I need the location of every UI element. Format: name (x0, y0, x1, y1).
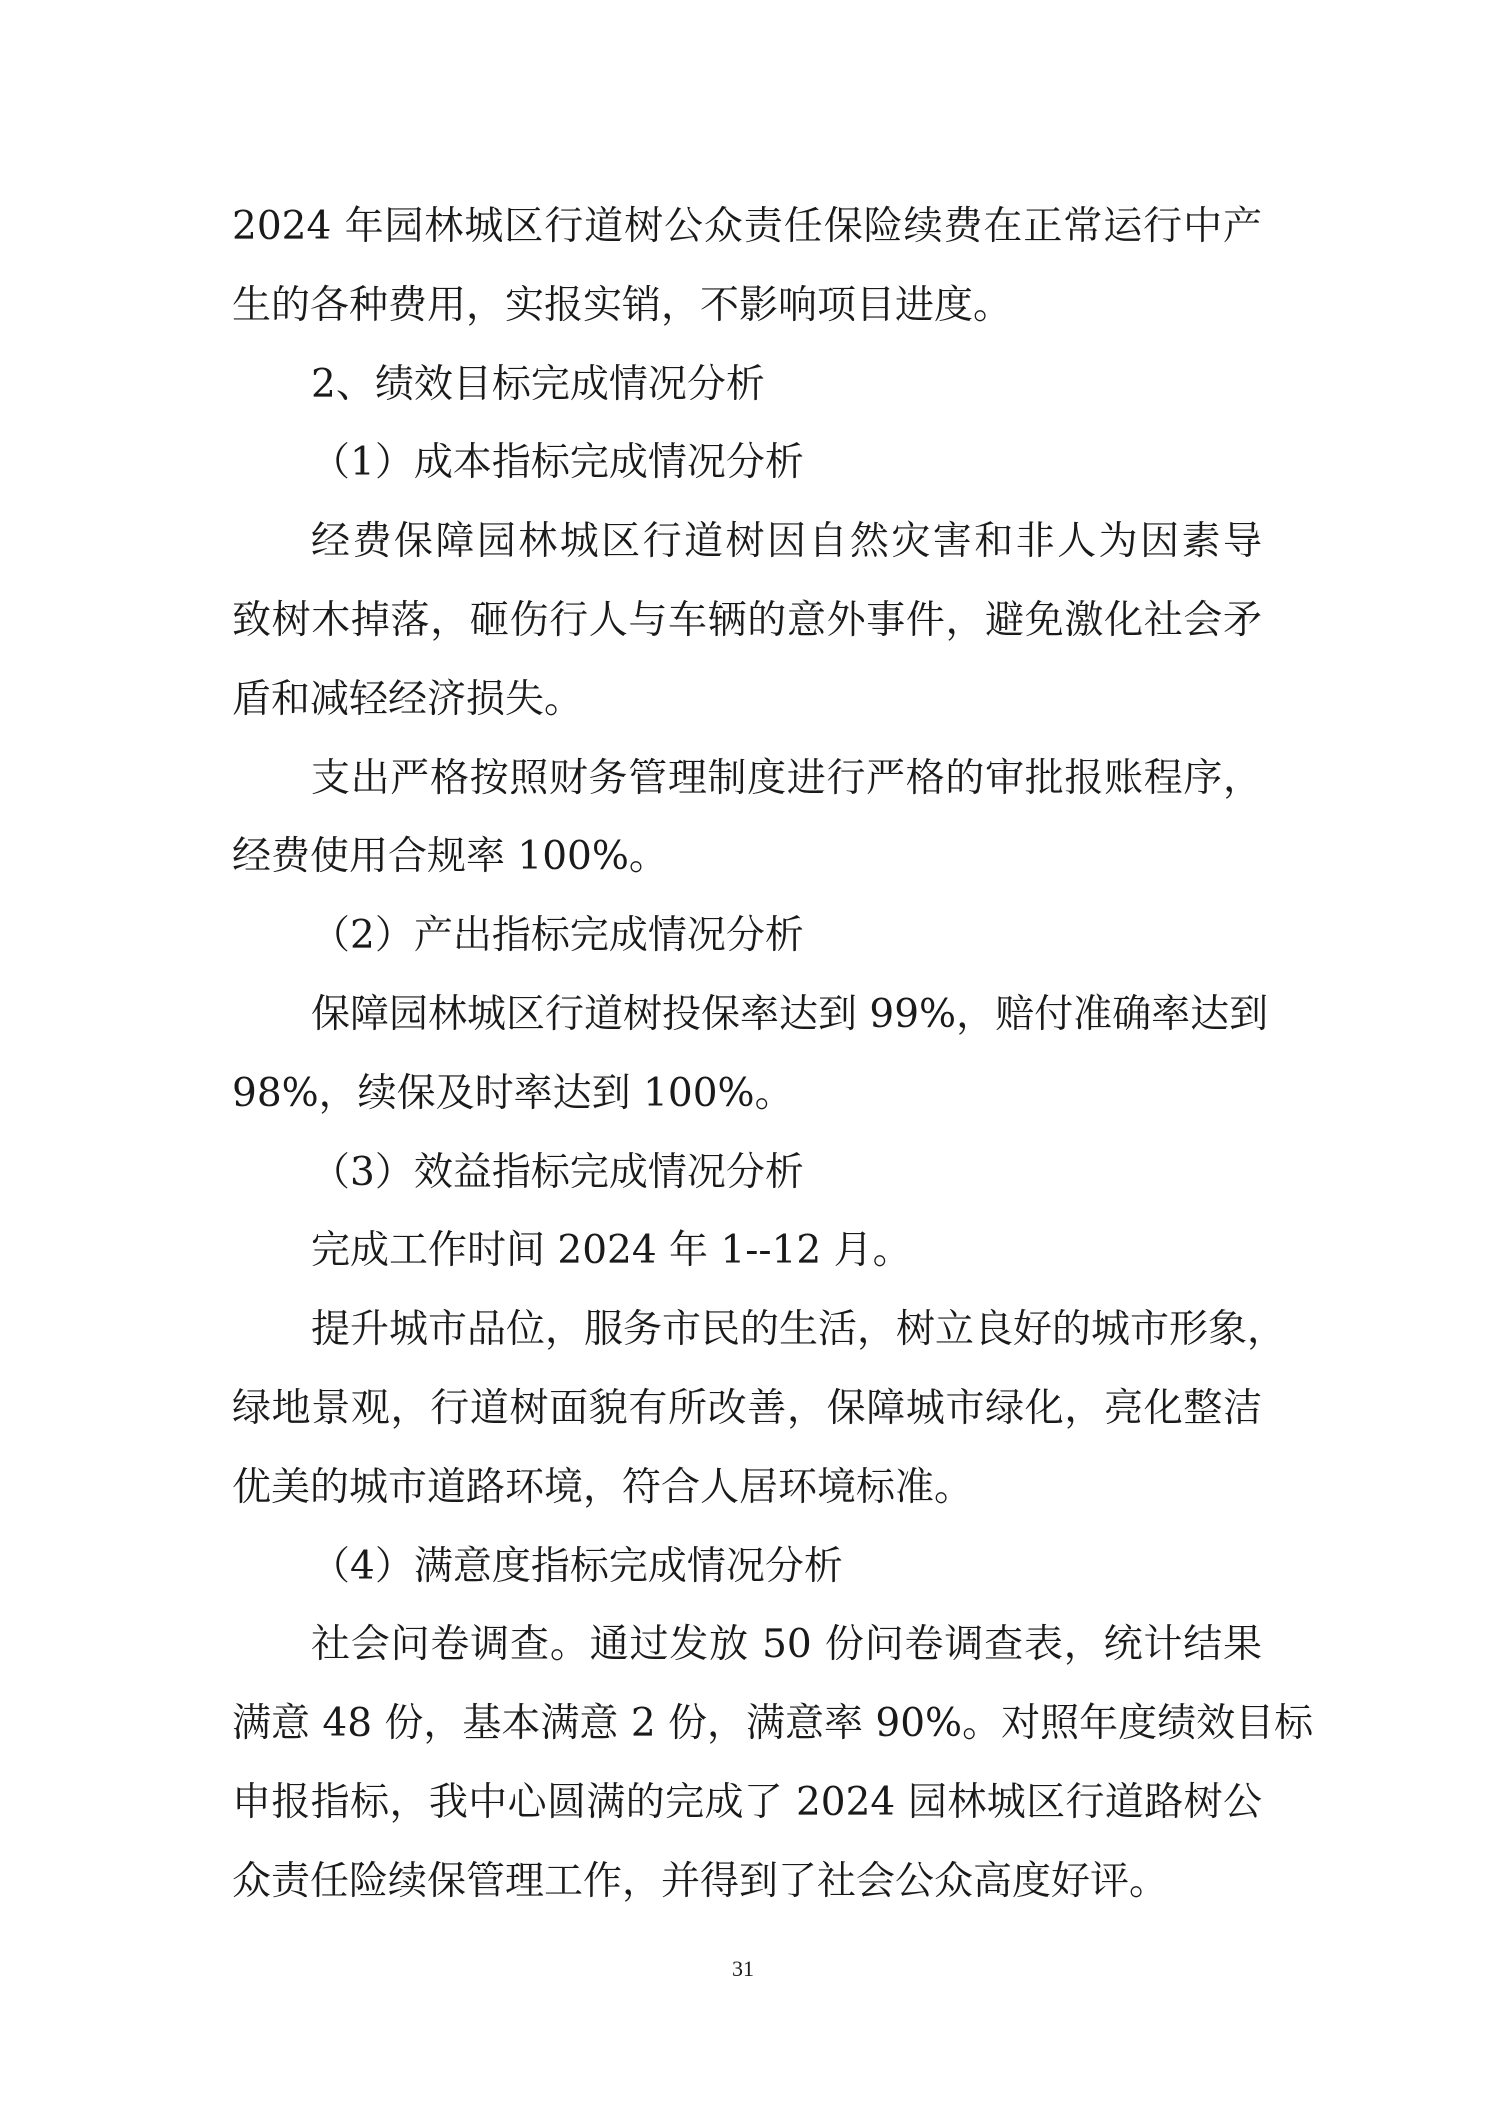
subsection-heading: （4）满意度指标完成情况分析 (311, 1543, 843, 1589)
body-line: 生的各种费用，实报实销，不影响项目进度。 (232, 282, 1013, 328)
body-line: 满意 48 份，基本满意 2 份，满意率 90%。对照年度绩效目标 (232, 1701, 1314, 1747)
body-line: 提升城市品位，服务市民的生活，树立良好的城市形象， (311, 1307, 1287, 1353)
subsection-heading: （2）产出指标完成情况分析 (311, 913, 804, 959)
body-line: 完成工作时间 2024 年 1--12 月。 (311, 1228, 912, 1274)
body-line: 经费保障园林城区行道树因自然灾害和非人为因素导 (311, 519, 1262, 565)
page-number: 31 (732, 1956, 754, 1981)
body-line: 众责任险续保管理工作，并得到了社会公众高度好评。 (232, 1858, 1169, 1904)
subsection-heading: （1）成本指标完成情况分析 (311, 440, 804, 486)
body-line: 支出严格按照财务管理制度进行严格的审批报账程序， (311, 755, 1262, 801)
body-line: 经费使用合规率 100%。 (232, 834, 668, 880)
body-line: 98%，续保及时率达到 100%。 (232, 1070, 794, 1116)
body-line: 绿地景观，行道树面貌有所改善，保障城市绿化，亮化整洁 (232, 1385, 1262, 1431)
body-line: 盾和减轻经济损失。 (232, 676, 584, 722)
body-line: 致树木掉落，砸伤行人与车辆的意外事件，避免激化社会矛 (232, 597, 1262, 643)
body-line: 社会问卷调查。通过发放 50 份问卷调查表，统计结果 (311, 1622, 1262, 1668)
body-line: 优美的城市道路环境，符合人居环境标准。 (232, 1464, 974, 1510)
section-heading: 2、绩效目标完成情况分析 (311, 361, 765, 407)
subsection-heading: （3）效益指标完成情况分析 (311, 1149, 804, 1195)
body-line: 保障园林城区行道树投保率达到 99%，赔付准确率达到 (311, 991, 1269, 1037)
document-body (232, 188, 1314, 1922)
body-line: 申报指标，我中心圆满的完成了 2024 园林城区行道路树公 (232, 1779, 1262, 1825)
body-line: 2024 年园林城区行道树公众责任保险续费在正常运行中产 (232, 204, 1262, 249)
